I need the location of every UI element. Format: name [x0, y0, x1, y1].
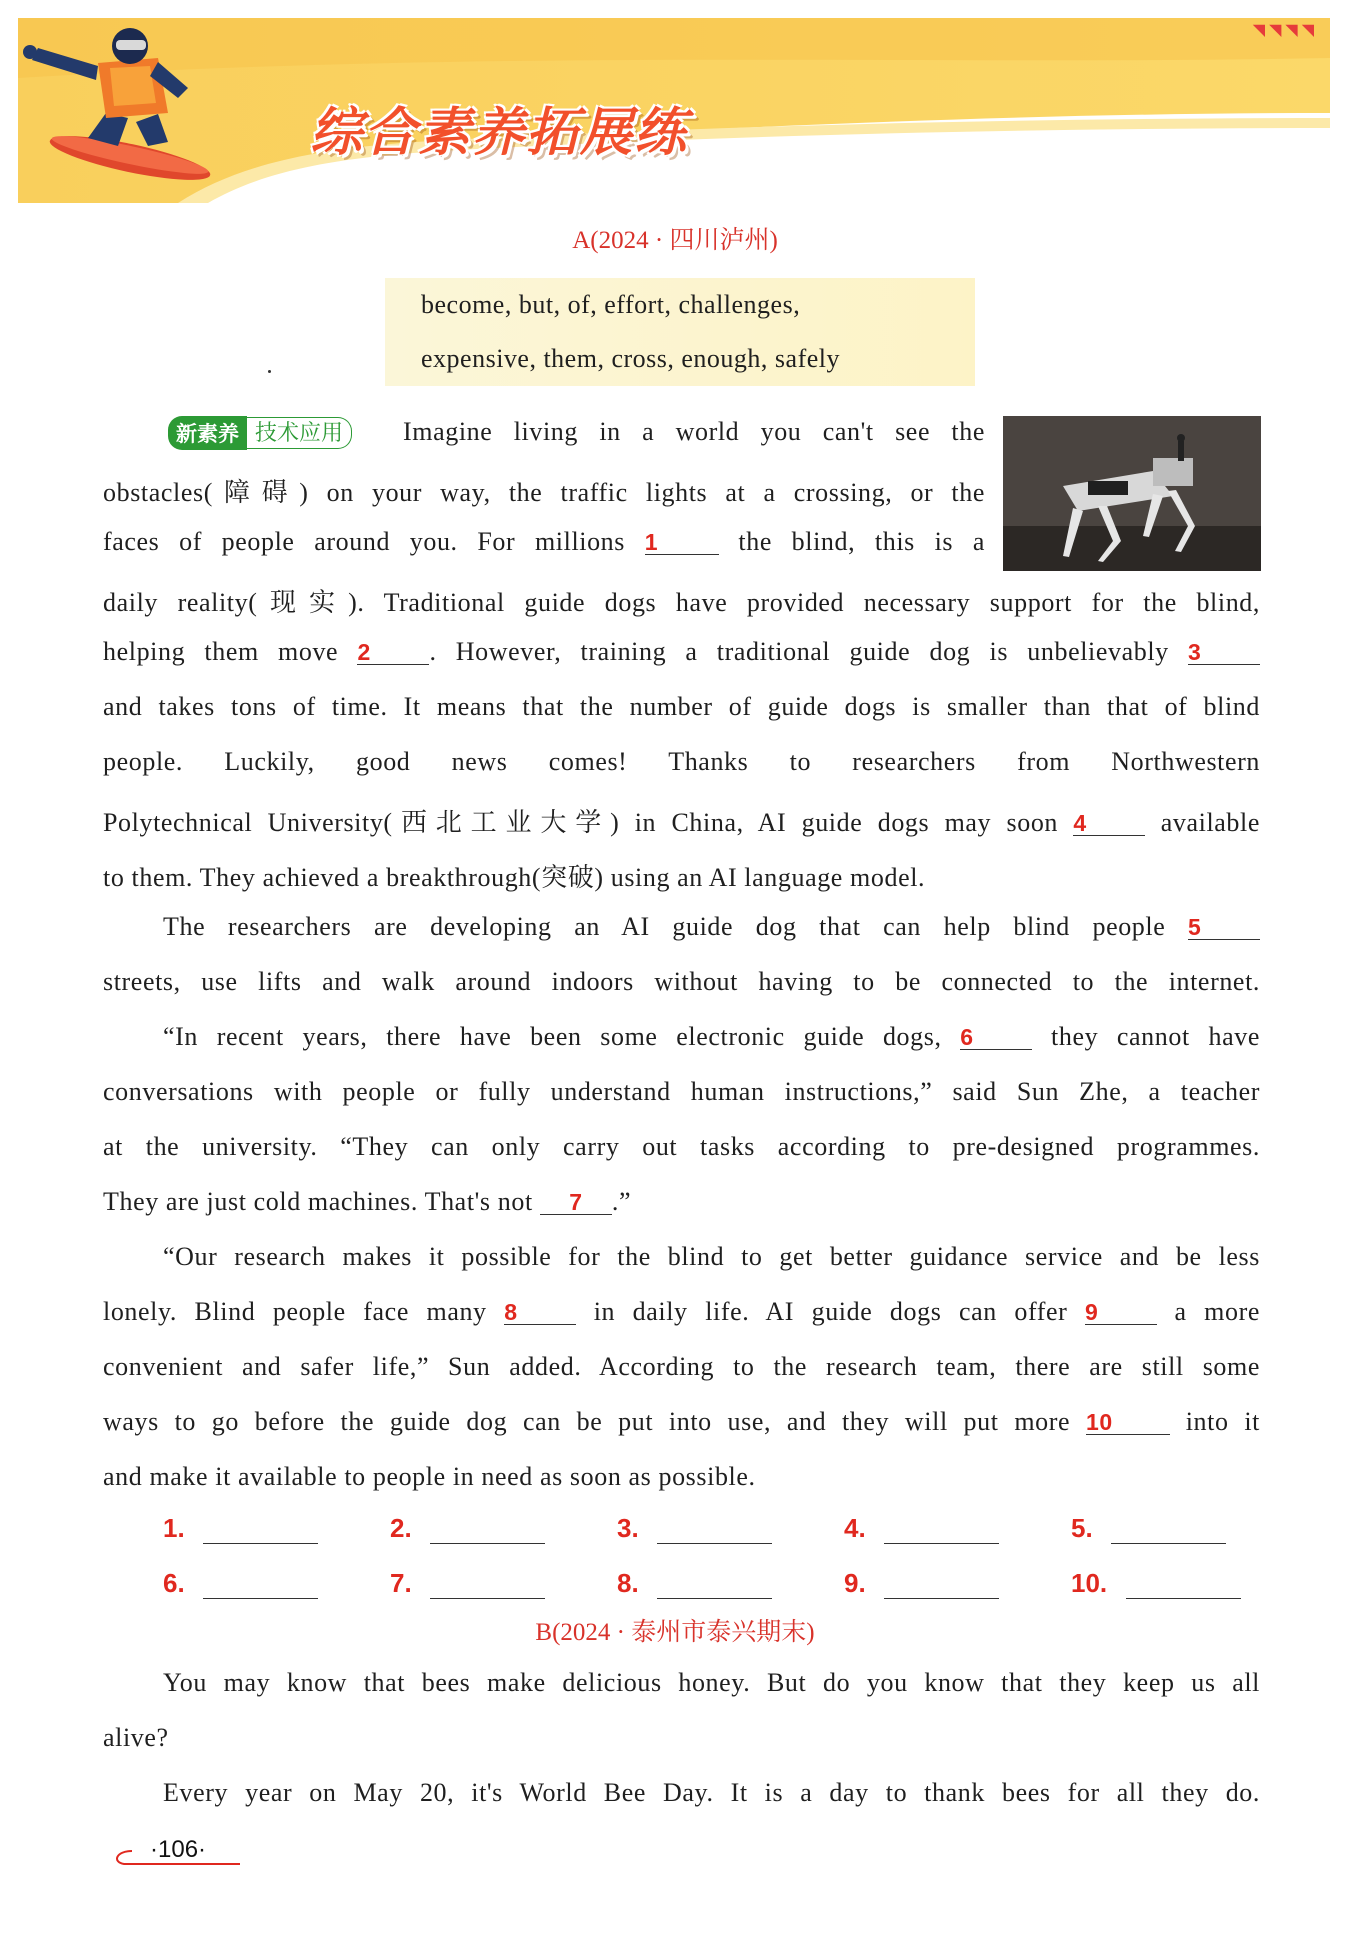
passage-line: streets, use lifts and walk around indoors without having to be connected to the internet. — [103, 967, 1260, 996]
text-segment: They are just cold machines. That's not — [103, 1187, 533, 1216]
answer-line[interactable] — [884, 1542, 999, 1544]
answer-label: 6. — [163, 1568, 185, 1598]
passage-line: obstacles(障碍) on your way, the traffic lights at a crossing, or the — [103, 478, 985, 507]
answer-label: 2. — [390, 1513, 412, 1543]
passage-line: conversations with people or fully understand human instructions,” said Sun Zhe, a teacher — [103, 1077, 1260, 1106]
blank-8: 8 — [504, 1300, 576, 1325]
blank-9: 9 — [1085, 1300, 1157, 1325]
blank-4: 4 — [1073, 811, 1145, 836]
passage-line: and takes tons of time. It means that the number of guide dogs is smaller than that of blind — [103, 692, 1260, 721]
answer-line[interactable] — [203, 1597, 318, 1599]
answer-line[interactable] — [1126, 1597, 1241, 1599]
text-segment: Polytechnical University(西北工业大学) in China, AI guide dogs may soon — [103, 808, 1059, 837]
passage-line — [103, 1407, 1260, 1437]
text-segment: they cannot have — [1051, 1022, 1260, 1051]
passage-line: alive? — [103, 1723, 169, 1752]
text-segment: in daily life. AI guide dogs can offer — [593, 1297, 1068, 1326]
text-segment: . However, training a traditional guide dog is unbelievably — [429, 637, 1169, 666]
passage-line: and make it available to people in need as soon as possible. — [103, 1462, 756, 1491]
blank-2: 2 — [357, 640, 429, 665]
passage-line: to them. They achieved a breakthrough(突破) using an AI language model. — [103, 863, 926, 892]
passage-line: daily reality(现实). Traditional guide dogs have provided necessary support for the blind, — [103, 588, 1260, 617]
text-segment: into it — [1185, 1407, 1260, 1436]
blank-3: 3 — [1188, 640, 1260, 665]
snowboarder-icon — [18, 18, 248, 193]
passage-line: convenient and safer life,” Sun added. According to the research team, there are still some — [103, 1352, 1260, 1381]
passage-line: “Our research makes it possible for the blind to get better guidance service and be less — [163, 1242, 1260, 1271]
answer-label: 7. — [390, 1568, 412, 1598]
passage-line — [103, 802, 1260, 839]
blank-6: 6 — [960, 1025, 1032, 1050]
passage-line — [163, 912, 1260, 942]
answer-label: 8. — [617, 1568, 639, 1598]
blank-10: 10 — [1086, 1410, 1170, 1435]
passage-line: Every year on May 20, it's World Bee Day. It is a day to thank bees for all they do. — [163, 1778, 1260, 1807]
passage-line: at the university. “They can only carry out tasks according to pre-designed programmes. — [103, 1132, 1260, 1161]
robot-dog-photo — [1003, 416, 1261, 571]
text-segment: faces of people around you. For millions — [103, 527, 626, 556]
passage-line — [103, 1297, 1260, 1327]
text-segment: The researchers are developing an AI guide dog that can help blind people — [163, 912, 1166, 941]
passage-line — [103, 637, 1260, 667]
answer-line[interactable] — [203, 1542, 318, 1544]
text-segment: lonely. Blind people face many — [103, 1297, 487, 1326]
blank-7: 7 — [540, 1190, 612, 1215]
passage-line — [103, 527, 985, 557]
answer-line[interactable] — [430, 1597, 545, 1599]
answer-line[interactable] — [430, 1542, 545, 1544]
banner-title: 综合素养拓展练 — [310, 103, 689, 163]
word-bank-line: expensive, them, cross, enough, safely — [421, 344, 841, 373]
section-b-title: B(2024 · 泰州市泰兴期末) — [535, 1619, 815, 1646]
blank-5: 5 — [1188, 915, 1260, 940]
robot-dog-icon — [1003, 416, 1261, 571]
tag-sub-label: 技术应用 — [247, 417, 352, 449]
word-bank — [385, 278, 975, 386]
word-bank-line: become, but, of, effort, challenges, — [421, 290, 801, 319]
page-number: ·106· — [150, 1836, 207, 1863]
header-banner — [18, 18, 1330, 203]
answer-line[interactable] — [884, 1597, 999, 1599]
passage-line: people. Luckily, good news comes! Thanks to researchers from Northwestern — [103, 747, 1260, 776]
text-segment: helping them move — [103, 637, 339, 666]
text-segment: a more — [1174, 1297, 1260, 1326]
answer-label: 10. — [1071, 1568, 1108, 1598]
answer-label: 3. — [617, 1513, 639, 1543]
section-a-title: A(2024 · 四川泸州) — [572, 227, 778, 254]
passage-line: Imagine living in a world you can't see the — [403, 417, 985, 446]
passage-line — [103, 1187, 631, 1217]
corner-decoration: ◥◥◥◥ — [1252, 22, 1318, 39]
blank-1: 1 — [645, 530, 719, 555]
answer-label: 5. — [1071, 1513, 1093, 1543]
answer-label: 1. — [163, 1513, 185, 1543]
text-segment: ways to go before the guide dog can be put into use, and they will put more — [103, 1407, 1071, 1436]
passage-line — [163, 1022, 1260, 1052]
text-segment: the blind, this is a — [738, 527, 985, 556]
stray-dot — [268, 370, 271, 373]
answer-line[interactable] — [657, 1597, 772, 1599]
passage-line: You may know that bees make delicious honey. But do you know that they keep us all — [163, 1668, 1260, 1697]
tag-main-label: 新素养 — [168, 416, 247, 450]
text-segment: .” — [611, 1187, 632, 1216]
text-segment: available — [1160, 808, 1260, 837]
literacy-tag — [168, 416, 352, 450]
answer-line[interactable] — [1111, 1542, 1226, 1544]
text-segment: “In recent years, there have been some electronic guide dogs, — [163, 1022, 942, 1051]
answer-label: 4. — [844, 1513, 866, 1543]
answer-line[interactable] — [657, 1542, 772, 1544]
answer-label: 9. — [844, 1568, 866, 1598]
